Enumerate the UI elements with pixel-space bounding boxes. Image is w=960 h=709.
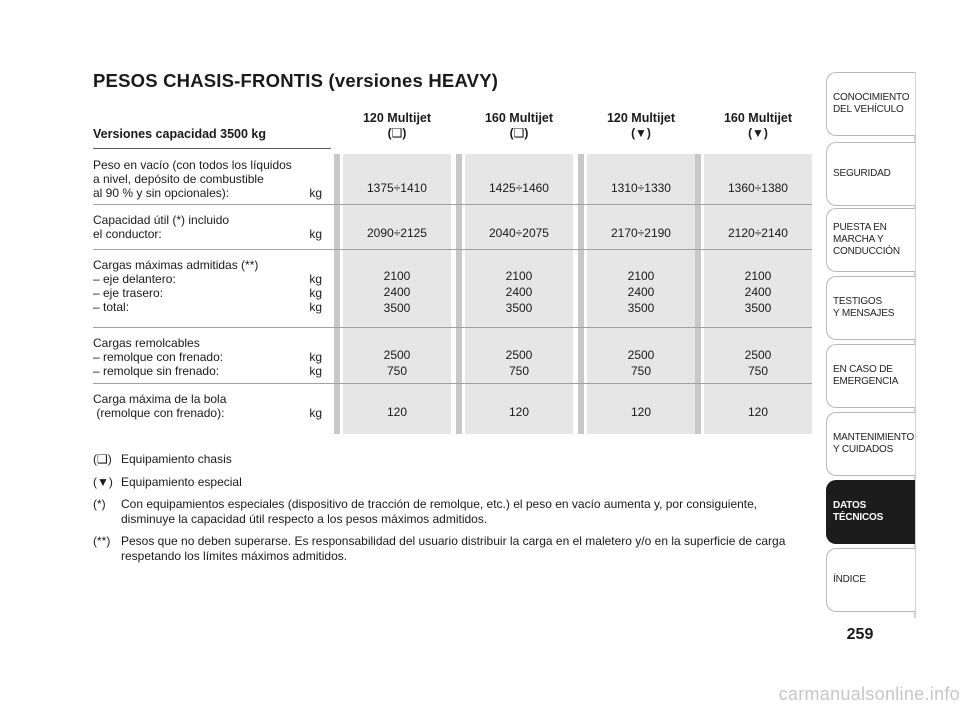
row-unit: kg: [309, 227, 322, 241]
section-tab[interactable]: [826, 548, 915, 612]
row-label: [93, 158, 322, 200]
table-cell-value: [581, 180, 701, 196]
cell-value-line: 1425÷1460: [489, 181, 549, 195]
section-tab-label-line: EMERGENCIA: [833, 376, 899, 387]
table-cell-value: [337, 404, 457, 420]
cell-value-line: 2500: [627, 348, 655, 362]
section-tab-label: [833, 364, 898, 388]
row-label: [93, 258, 322, 314]
section-tab-label-line: PUESTA EN: [833, 222, 887, 233]
cell-value-line: 3500: [383, 301, 411, 315]
column-header: [581, 111, 701, 141]
table-cell-value: [337, 268, 457, 316]
section-tab-label: [833, 222, 900, 258]
cell-value-line: 2400: [383, 285, 411, 299]
table-cell-value: [459, 404, 579, 420]
cell-value-line: 120: [747, 405, 769, 419]
cell-value-line: 750: [386, 364, 408, 378]
section-tab-label: [833, 432, 914, 456]
row-label-line: [93, 406, 322, 420]
table-cell-value: [337, 225, 457, 241]
footnote-text: Equipamiento especial: [121, 474, 242, 489]
row-label-line: [93, 186, 322, 200]
cell-value-line: 1360÷1380: [728, 181, 788, 195]
table-cell-value: [337, 180, 457, 196]
section-tab-label-line: TESTIGOS: [833, 296, 882, 307]
cell-value-line: 3500: [505, 301, 533, 315]
row-label-line: [93, 286, 322, 300]
footnote-key: (**): [93, 534, 111, 548]
section-tab-label: [833, 168, 891, 180]
row-label-line: [93, 172, 322, 186]
footnote-text: Pesos que no deben superarse. Es responsabilidad del usuario distribuir la carga en el maletero y/o en la superficie de carga respetando los límites máximos admitidos.: [121, 534, 786, 563]
column-header-name: 120 Multijet: [362, 111, 432, 125]
footnote: [93, 497, 813, 526]
section-tab-label-line: DEL VEHÍCULO: [833, 104, 904, 115]
row-unit: kg: [309, 364, 322, 378]
cell-value-line: 2120÷2140: [728, 226, 788, 240]
row-unit: kg: [309, 300, 322, 314]
cell-value-line: 750: [747, 364, 769, 378]
row-label-text: (remolque con frenado):: [93, 406, 225, 420]
cell-value-line: 3500: [627, 301, 655, 315]
row-label-line: [93, 392, 322, 406]
triangle-down-icon: (▼): [748, 126, 768, 140]
section-tab-label-line: DATOS: [833, 500, 867, 511]
row-unit: kg: [309, 272, 322, 286]
section-tab[interactable]: [826, 412, 915, 476]
cell-value-line: 2170÷2190: [611, 226, 671, 240]
row-label-text: – eje delantero:: [93, 272, 176, 286]
square-box-icon: (❑): [387, 126, 407, 140]
row-label-text: – remolque con frenado:: [93, 350, 224, 364]
section-tab-label: [833, 296, 894, 320]
table-cell-value: [698, 404, 818, 420]
section-tab[interactable]: [826, 72, 915, 136]
section-tab-label-line: SEGURIDAD: [833, 168, 891, 179]
row-label-line: [93, 364, 322, 378]
cell-value-line: 2400: [744, 285, 772, 299]
table-cell-value: [459, 347, 579, 379]
cell-value-line: 2100: [383, 269, 411, 283]
section-tab[interactable]: [826, 344, 915, 408]
row-label-text: al 90 % y sin opcionales):: [93, 186, 230, 200]
section-tab[interactable]: [826, 276, 915, 340]
page-title: PESOS CHASIS-FRONTIS (versiones HEAVY): [93, 70, 499, 91]
cell-value-line: 2100: [744, 269, 772, 283]
cell-value-line: 3500: [744, 301, 772, 315]
column-header-name: 120 Multijet: [606, 111, 676, 125]
section-tab-label-line: MANTENIMIENTO: [833, 432, 915, 443]
section-tab[interactable]: [826, 142, 915, 206]
watermark: carmanualsonline.info: [778, 684, 960, 704]
row-separator: [93, 204, 812, 205]
row-label-text: – total:: [93, 300, 130, 314]
cell-value-line: 120: [630, 405, 652, 419]
cell-value-line: 2090÷2125: [367, 226, 427, 240]
column-header: [459, 111, 579, 141]
cell-value-line: 750: [630, 364, 652, 378]
row-label: [93, 392, 322, 420]
row-label-line: [93, 258, 322, 272]
row-unit: kg: [309, 406, 322, 420]
footnote-key: (*): [93, 497, 106, 511]
row-label-text: Carga máxima de la bola: [93, 392, 227, 406]
table-cell-value: [698, 268, 818, 316]
section-tab-label-line: CONDUCCIÓN: [833, 246, 900, 257]
row-label-text: Cargas remolcables: [93, 336, 200, 350]
row-label-text: Cargas máximas admitidas (**): [93, 258, 259, 272]
section-tab-label-line: CONOCIMIENTO: [833, 92, 910, 103]
cell-value-line: 2400: [505, 285, 533, 299]
cell-value-line: 2100: [627, 269, 655, 283]
column-header-name: 160 Multijet: [484, 111, 554, 125]
row-label-line: [93, 272, 322, 286]
footnote-key: (❑): [93, 452, 112, 466]
row-unit: kg: [309, 350, 322, 364]
row-label-line: [93, 227, 322, 241]
section-tab[interactable]: [826, 208, 915, 272]
table-cell-value: [337, 347, 457, 379]
footnote-text: Con equipamientos especiales (dispositivo de tracción de remolque, etc.) el peso en vacío aumenta y, por consiguiente, disminuye la capacidad útil respecto a los pesos máximos admitidos.: [121, 497, 758, 526]
header-rule: [93, 148, 331, 149]
column-header: [698, 111, 818, 141]
section-tab-label: [833, 92, 909, 116]
table-cell-value: [581, 404, 701, 420]
section-tab-label: [833, 500, 883, 524]
cell-value-line: 120: [508, 405, 530, 419]
triangle-down-icon: (▼): [631, 126, 651, 140]
row-label-line: [93, 350, 322, 364]
row-label-header: Versiones capacidad 3500 kg: [93, 127, 267, 141]
section-tab-label-line: ÍNDICE: [833, 574, 866, 585]
row-unit: kg: [309, 186, 322, 200]
cell-value-line: 2500: [505, 348, 533, 362]
cell-value-line: 2500: [744, 348, 772, 362]
cell-value-line: 1310÷1330: [611, 181, 671, 195]
table-cell-value: [698, 180, 818, 196]
row-separator: [93, 249, 812, 250]
row-label-line: [93, 300, 322, 314]
row-label: [93, 213, 322, 241]
footnote: [93, 475, 813, 490]
row-label-text: el conductor:: [93, 227, 162, 241]
row-label-line: [93, 336, 322, 350]
section-tab-label-line: TÉCNICOS: [833, 512, 884, 523]
cell-value-line: 750: [508, 364, 530, 378]
section-tab[interactable]: [826, 480, 915, 544]
table-cell-value: [698, 225, 818, 241]
cell-value-line: 2400: [627, 285, 655, 299]
row-label-text: – eje trasero:: [93, 286, 164, 300]
column-header: [337, 111, 457, 141]
section-tab-label-line: Y CUIDADOS: [833, 444, 894, 455]
row-label-text: Capacidad útil (*) incluido: [93, 213, 230, 227]
table-cell-value: [581, 347, 701, 379]
row-label-line: [93, 213, 322, 227]
page-number: 259: [846, 626, 874, 643]
row-separator: [93, 327, 812, 328]
section-tab-label-line: MARCHA Y: [833, 234, 884, 245]
row-label-text: a nivel, depósito de combustible: [93, 172, 264, 186]
notes-section: [93, 452, 813, 571]
row-separator: [93, 383, 812, 384]
footnote-key: (▼): [93, 474, 113, 489]
row-label-line: [93, 158, 322, 172]
column-header-name: 160 Multijet: [723, 111, 793, 125]
section-tab-label-line: EN CASO DE: [833, 364, 893, 375]
row-label-text: Peso en vacío (con todos los líquidos: [93, 158, 292, 172]
table-cell-value: [459, 180, 579, 196]
footnote: [93, 534, 813, 563]
cell-value-line: 2040÷2075: [489, 226, 549, 240]
table-cell-value: [581, 225, 701, 241]
table-cell-value: [459, 268, 579, 316]
table-cell-value: [459, 225, 579, 241]
footnote-text: Equipamiento chasis: [121, 452, 232, 466]
row-unit: kg: [309, 286, 322, 300]
cell-value-line: 2100: [505, 269, 533, 283]
table-cell-value: [581, 268, 701, 316]
section-tab-label: [833, 574, 866, 586]
cell-value-line: 1375÷1410: [367, 181, 427, 195]
cell-value-line: 120: [386, 405, 408, 419]
section-tab-label-line: Y MENSAJES: [833, 308, 895, 319]
row-label: [93, 336, 322, 378]
footnote: [93, 452, 813, 467]
row-label-text: – remolque sin frenado:: [93, 364, 220, 378]
table-cell-value: [698, 347, 818, 379]
square-box-icon: (❑): [509, 126, 529, 140]
cell-value-line: 2500: [383, 348, 411, 362]
